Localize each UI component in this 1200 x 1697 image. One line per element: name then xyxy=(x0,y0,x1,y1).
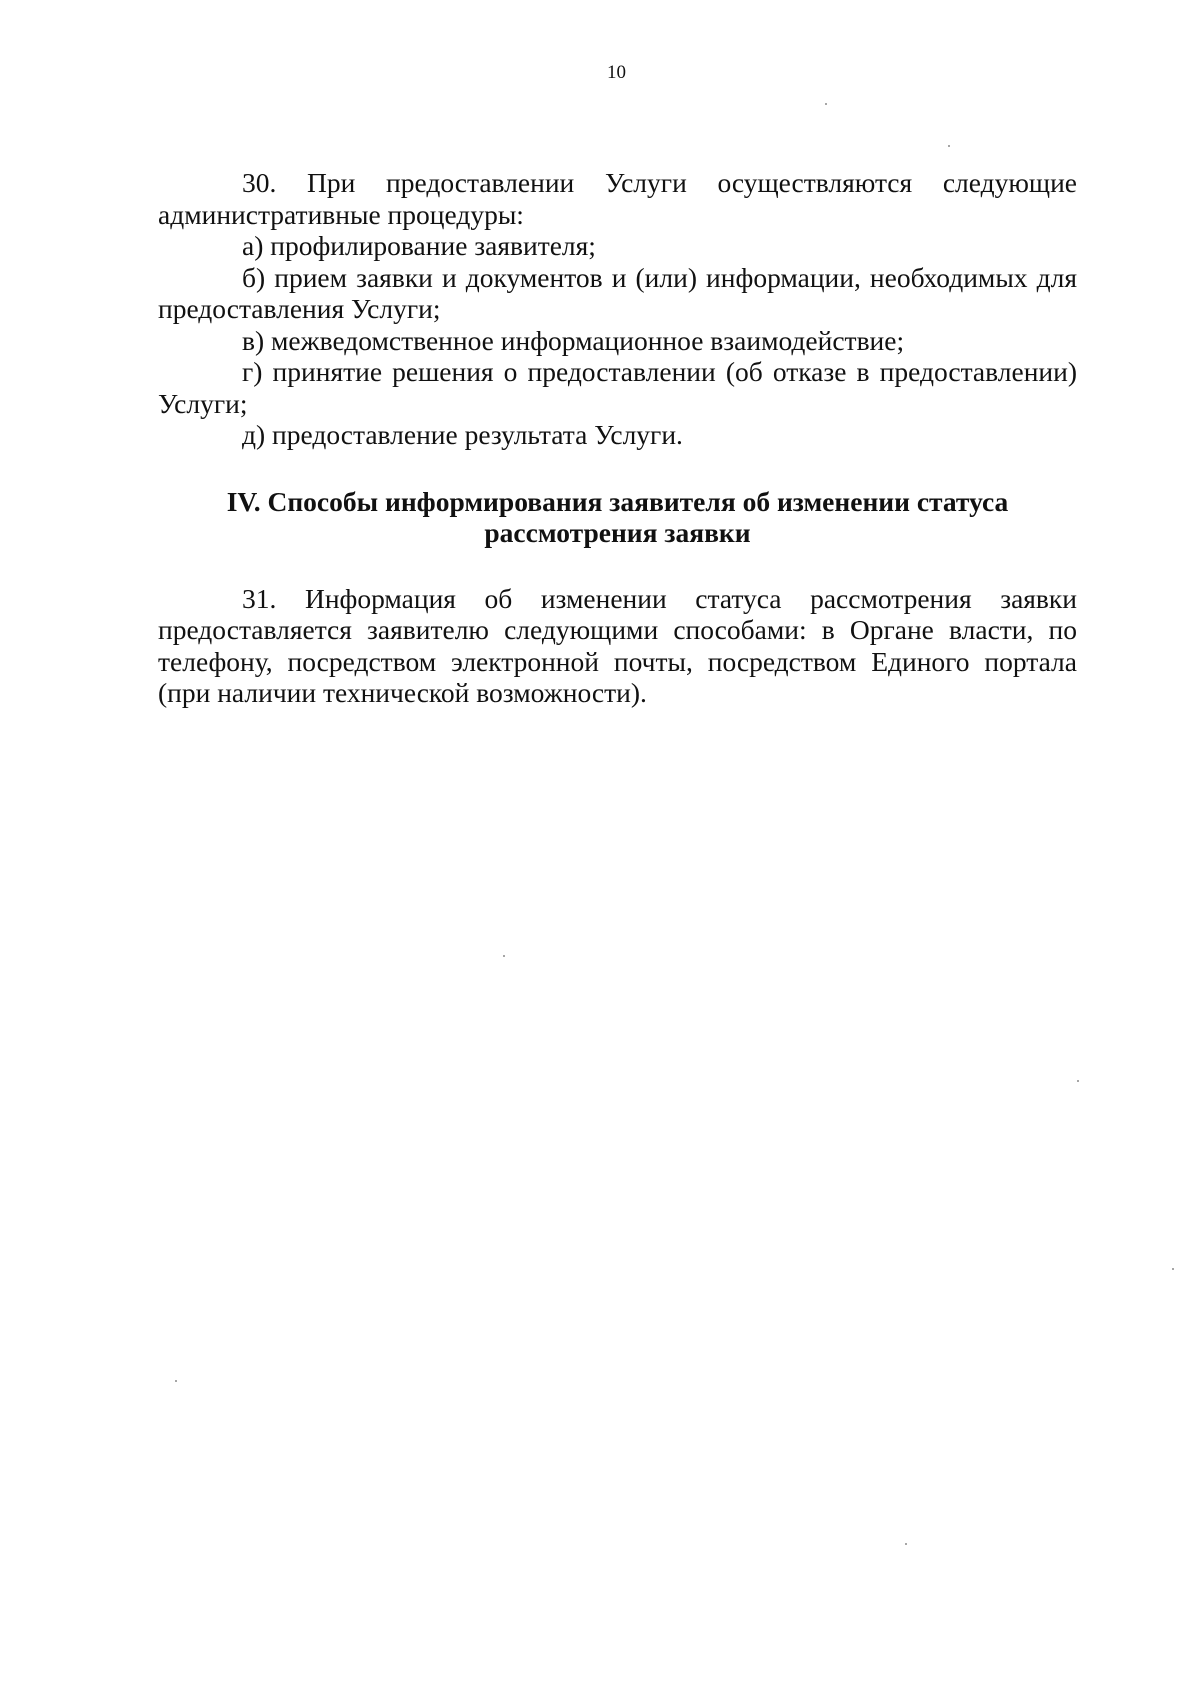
list-item-b: б) прием заявки и документов и (или) информации, необходимых для предоставления Услуги; xyxy=(158,261,1077,324)
paragraph-30-intro: 30. При предоставлении Услуги осуществляются следующие административные процедуры: xyxy=(158,167,1077,230)
chapter-iv-heading xyxy=(158,486,1077,548)
list-item-d: д) предоставление результата Услуги. xyxy=(242,419,683,450)
document-body xyxy=(158,167,1077,709)
scan-speck xyxy=(1077,1080,1079,1082)
scan-speck xyxy=(1172,1268,1174,1270)
scan-speck xyxy=(948,145,950,147)
list-item-a: а) профилирование заявителя; xyxy=(242,230,596,261)
scan-speck xyxy=(503,955,505,957)
list-item-g: г) принятие решения о предоставлении (об отказе в предоставлении) Услуги; xyxy=(158,356,1077,419)
page-number: 10 xyxy=(607,62,626,83)
chapter-iv-heading-line1: IV. Способы информирования заявителя об изменении статуса xyxy=(226,485,1009,517)
chapter-iv-heading-line2: рассмотрения заявки xyxy=(484,516,751,548)
scan-speck xyxy=(905,1543,907,1545)
scan-speck xyxy=(175,1380,177,1382)
list-item-v: в) межведомственное информационное взаимодействие; xyxy=(242,324,905,356)
paragraph-31: 31. Информация об изменении статуса рассмотрения заявки предоставляется заявителю следующими способами: в Органе власти, по телефону, посредством электронной почты, посредством Единого портала (при наличии технической возможности). xyxy=(158,582,1077,708)
scan-speck xyxy=(825,103,827,105)
